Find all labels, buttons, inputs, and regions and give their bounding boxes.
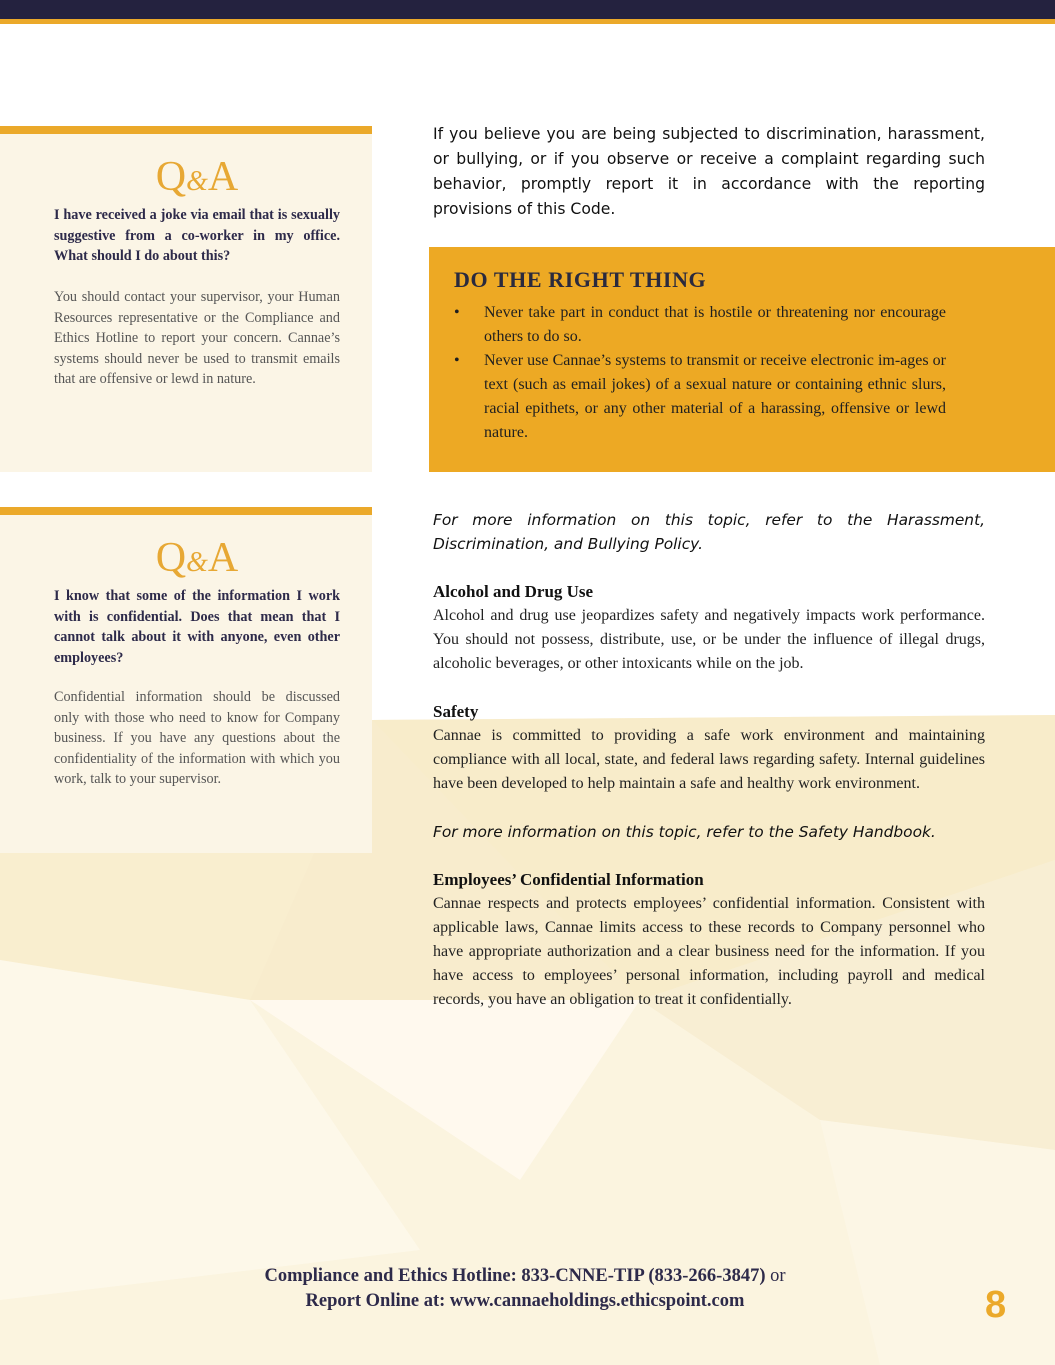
qa-title	[0, 537, 394, 579]
do-the-right-thing-item: • Never use Cannae’s systems to transmit or receive electronic im-ages or text (such as email jokes) of a sexual nature or containing ethnic slurs, racial epithets, or any other material of a harassing, offensive or lewd nature.	[454, 349, 946, 445]
confidential-body: Cannae respects and protects employees’ confidential information. Consistent with applicable laws, Cannae limits access to these records to Company personnel who have appropriate authorization and a clear business need for the information. If you have access to employees’ personal information, including payroll and medical records, you have an obligation to treat it confidentially.	[433, 895, 985, 1008]
qa-question: I know that some of the information I work with is confidential. Does that mean that I cannot talk about it with anyone, even other employees?	[54, 588, 340, 666]
safety-handbook-reference: For more information on this topic, refer to the Safety Handbook.	[433, 823, 936, 841]
qa-answer: Confidential information should be discussed only with those who need to know for Company business. If you have any questions about the confidentiality of the information with which you work, talk to your supervisor.	[54, 689, 340, 787]
safety-heading: Safety	[433, 702, 479, 721]
footer-or: or	[770, 1266, 786, 1286]
qa-title	[0, 156, 394, 198]
confidential-heading: Employees’ Confidential Information	[433, 870, 704, 889]
qa-title-amp: &	[186, 547, 208, 578]
intro-paragraph: If you believe you are being subjected to discrimination, harassment, or bullying, or if you observe or receive a complaint regarding such behavior, promptly report it in accordance with the reporting provisions of this Code.	[433, 125, 985, 218]
do-the-right-thing-list	[454, 301, 946, 445]
main-content	[433, 508, 985, 1012]
footer-hotline-line	[180, 1264, 870, 1289]
qa-title-q: Q	[155, 535, 187, 581]
qa-box-stripe	[0, 126, 372, 134]
do-the-right-thing-box	[429, 247, 1055, 472]
footer	[180, 1264, 870, 1314]
report-online-link[interactable]: Report Online at: www.cannaeholdings.ethicspoint.com	[305, 1291, 745, 1311]
header-navy-bar	[0, 0, 1055, 19]
qa-title-amp: &	[186, 166, 208, 197]
qa-box-email-joke	[0, 126, 372, 472]
page-number: 8	[985, 1284, 1007, 1326]
qa-title-a: A	[207, 154, 239, 200]
alcohol-body: Alcohol and drug use jeopardizes safety and negatively impacts work performance. You should not possess, distribute, use, or be under the influence of illegal drugs, alcoholic beverages, or other intoxicants while on the job.	[433, 607, 985, 672]
do-the-right-thing-item: • Never take part in conduct that is hostile or threatening nor encourage others to do so.	[454, 301, 946, 349]
qa-answer: You should contact your supervisor, your Human Resources representative or the Compliance and Ethics Hotline to report your concern. Cannae’s systems should never be used to transmit emails that are offensive or lewd in nature.	[54, 289, 340, 387]
footer-online-line	[180, 1289, 870, 1314]
alcohol-heading: Alcohol and Drug Use	[433, 582, 594, 601]
hotline-text: Compliance and Ethics Hotline: 833-CNNE-TIP (833-266-3847)	[264, 1266, 766, 1286]
qa-title-q: Q	[155, 154, 187, 200]
header-gold-stripe	[0, 19, 1055, 24]
qa-title-a: A	[207, 535, 239, 581]
qa-box-confidential	[0, 507, 372, 853]
qa-question: I have received a joke via email that is sexually suggestive from a co-worker in my office. What should I do about this?	[54, 207, 340, 264]
harassment-policy-reference: For more information on this topic, refer to the Harassment, Discrimination, and Bullying Policy.	[433, 511, 985, 553]
safety-body: Cannae is committed to providing a safe work environment and maintaining compliance with all local, state, and federal laws regarding safety. Internal guidelines have been developed to help maintain a safe and healthy work environment.	[433, 727, 985, 792]
do-the-right-thing-title: DO THE RIGHT THING	[454, 267, 707, 292]
qa-box-stripe	[0, 507, 372, 515]
